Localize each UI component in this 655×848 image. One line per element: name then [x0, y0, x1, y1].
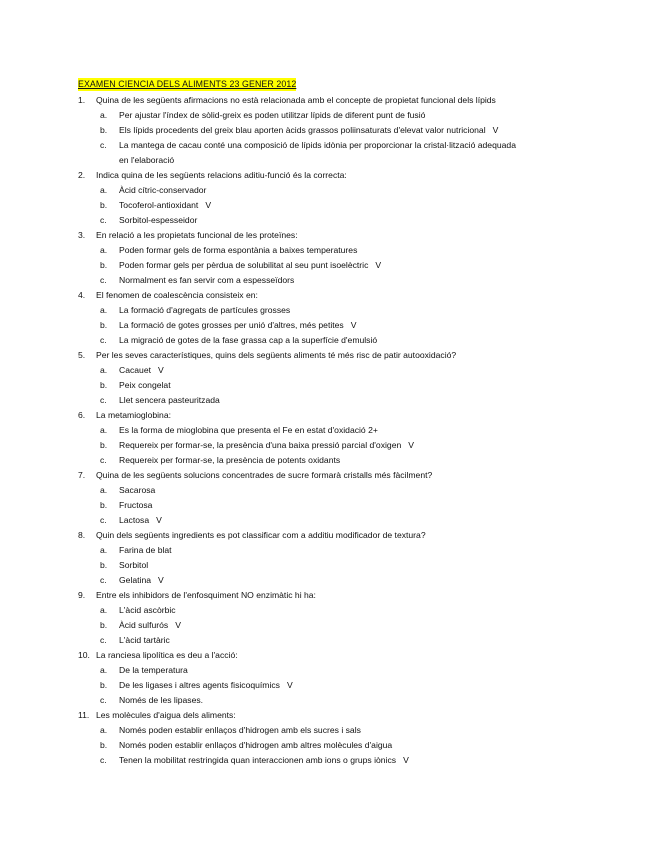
- option-letter: b.: [100, 200, 108, 210]
- question-number: 5.: [78, 350, 86, 360]
- option-letter: c.: [100, 515, 107, 525]
- option-label: Farina de blat: [119, 545, 172, 555]
- correct-mark: V: [205, 200, 212, 210]
- option-label: Fructosa: [119, 500, 153, 510]
- answer-option: [0, 318, 655, 333]
- option-label: Per ajustar l'índex de sòlid-greix es poden utilitzar lípids de diferent punt de fusió: [119, 110, 426, 120]
- option-text: [119, 183, 206, 198]
- correct-mark: V: [350, 320, 357, 330]
- question: [0, 408, 655, 423]
- option-text: [119, 393, 220, 408]
- answer-option: [0, 363, 655, 378]
- question: [0, 228, 655, 243]
- question: [0, 168, 655, 183]
- option-text: [119, 243, 357, 258]
- option-letter: a.: [100, 665, 108, 675]
- option-label: Poden formar gels per pèrdua de solubilitat al seu punt isoelèctric: [119, 260, 369, 270]
- option-text: [119, 558, 148, 573]
- correct-mark: V: [158, 365, 164, 375]
- option-letter: a.: [100, 605, 108, 615]
- option-label: De la temperatura: [119, 665, 188, 675]
- question: [0, 528, 655, 543]
- answer-option: [0, 618, 655, 633]
- answer-option: [0, 438, 655, 453]
- option-letter: c.: [100, 635, 107, 645]
- question-number: 8.: [78, 530, 86, 540]
- question-number: 1.: [78, 95, 86, 105]
- option-label: Sorbitol-espesseidor: [119, 215, 198, 225]
- option-letter: c.: [100, 455, 107, 465]
- option-label: Només poden establir enllaços d'hidrogen amb els sucres i sals: [119, 725, 361, 735]
- answer-option: [0, 213, 655, 228]
- option-label: Només poden establir enllaços d'hidrogen amb altres molècules d'aigua: [119, 740, 393, 750]
- answer-option: [0, 678, 655, 693]
- answer-option: [0, 603, 655, 618]
- option-label: Sacarosa: [119, 485, 156, 495]
- question-number: 3.: [78, 230, 86, 240]
- answer-option: [0, 243, 655, 258]
- option-label: Requereix per formar-se, la presència d'una baixa pressió parcial d'oxigen: [119, 440, 402, 450]
- answer-option: [0, 138, 655, 153]
- question-number: 4.: [78, 290, 86, 300]
- option-label: Gelatina: [119, 575, 152, 585]
- option-letter: a.: [100, 110, 108, 120]
- option-letter: c.: [100, 215, 107, 225]
- option-text: [119, 483, 155, 498]
- option-letter: b.: [100, 440, 108, 450]
- option-letter: b.: [100, 680, 108, 690]
- question: [0, 708, 655, 723]
- question-text: Indica quina de les següents relacions aditiu-funció és la correcta:: [96, 170, 347, 180]
- option-letter: a.: [100, 365, 108, 375]
- correct-mark: V: [375, 260, 382, 270]
- option-text: [119, 453, 340, 468]
- option-text: [119, 273, 294, 288]
- question-number: 11.: [78, 710, 90, 720]
- answer-option: [0, 633, 655, 648]
- option-text: [119, 303, 290, 318]
- option-letter: a.: [100, 245, 108, 255]
- option-text: [119, 423, 378, 438]
- option-text: [119, 213, 197, 228]
- answer-option: [0, 423, 655, 438]
- option-letter: c.: [100, 755, 107, 765]
- answer-option: [0, 258, 655, 273]
- answer-option: [0, 108, 655, 123]
- option-letter: b.: [100, 125, 108, 135]
- option-text: [119, 378, 171, 393]
- option-label: Llet sencera pasteuritzada: [119, 395, 220, 405]
- option-letter: a.: [100, 725, 108, 735]
- option-letter: c.: [100, 140, 107, 150]
- answer-option: [0, 123, 655, 138]
- option-letter: b.: [100, 620, 108, 630]
- option-label: La formació de gotes grosses per unió d'altres, més petites: [119, 320, 344, 330]
- question-number: 7.: [78, 470, 86, 480]
- option-label: L'àcid ascòrbic: [119, 605, 176, 615]
- option-text: [119, 513, 162, 528]
- answer-option: [0, 543, 655, 558]
- option-text: [119, 543, 172, 558]
- option-letter: b.: [100, 320, 108, 330]
- correct-mark: V: [408, 440, 414, 450]
- answer-option: [0, 513, 655, 528]
- question-text: La ranciesa lipolítica es deu a l'acció:: [96, 650, 238, 660]
- option-label: Lactosa: [119, 515, 150, 525]
- option-text: [119, 333, 377, 348]
- question-text: Quina de les següents solucions concentrades de sucre formarà cristalls més fàcilment?: [96, 470, 433, 480]
- option-text: [119, 693, 203, 708]
- option-text: [119, 633, 170, 648]
- question: [0, 648, 655, 663]
- answer-option: [0, 393, 655, 408]
- option-letter: c.: [100, 695, 107, 705]
- option-text: [119, 753, 409, 768]
- correct-mark: V: [492, 125, 499, 135]
- question-text: La metamioglobina:: [96, 410, 172, 420]
- option-text: [119, 573, 164, 588]
- question: [0, 288, 655, 303]
- question-number: 6.: [78, 410, 86, 420]
- question-text: Quina de les següents afirmacions no està relacionada amb el concepte de propietat funcional dels lípids: [96, 95, 496, 105]
- option-label: Els lípids procedents del greix blau aporten àcids grassos poliinsaturats d'elevat valor nutricional: [119, 125, 486, 135]
- option-letter: c.: [100, 575, 107, 585]
- option-label: Només de les lipases.: [119, 695, 204, 705]
- option-text: [119, 123, 498, 138]
- answer-option: [0, 483, 655, 498]
- question-number: 9.: [78, 590, 86, 600]
- exam-title: EXAMEN CIENCIA DELS ALIMENTS 23 GENER 2012: [78, 79, 297, 89]
- option-letter: c.: [100, 275, 107, 285]
- option-text: [119, 498, 152, 513]
- answer-option: [0, 198, 655, 213]
- option-label: De les ligases i altres agents fisicoquímics: [119, 680, 280, 690]
- option-letter: c.: [100, 335, 107, 345]
- option-text: [119, 318, 356, 333]
- answer-option: [0, 558, 655, 573]
- option-text: [119, 108, 425, 123]
- option-text: [119, 258, 381, 273]
- correct-mark: V: [286, 680, 293, 690]
- option-letter: a.: [100, 425, 108, 435]
- correct-mark: V: [156, 515, 162, 525]
- option-label: Àcid cítric-conservador: [119, 185, 207, 195]
- question-list: [0, 93, 655, 768]
- answer-option: [0, 498, 655, 513]
- option-text: [119, 678, 293, 693]
- option-text: [119, 603, 176, 618]
- option-letter: c.: [100, 395, 107, 405]
- option-letter: b.: [100, 740, 108, 750]
- question-text: Quin dels següents ingredients es pot classificar com a additiu modificador de textura?: [96, 530, 426, 540]
- option-letter: b.: [100, 260, 108, 270]
- option-text: [119, 198, 211, 213]
- question-number: 10.: [78, 650, 90, 660]
- option-label: Normalment es fan servir com a espesseïdors: [119, 275, 295, 285]
- option-letter: b.: [100, 380, 108, 390]
- option-text: [119, 363, 164, 378]
- option-label: Tocoferol-antioxidant: [119, 200, 199, 210]
- option-text: [119, 723, 361, 738]
- option-text: [119, 618, 181, 633]
- answer-option-continuation: [0, 153, 655, 168]
- answer-option: [0, 693, 655, 708]
- question: [0, 93, 655, 108]
- correct-mark: V: [158, 575, 164, 585]
- answer-option: [0, 453, 655, 468]
- option-label: La formació d'agregats de partícules grosses: [119, 305, 291, 315]
- option-label: La migració de gotes de la fase grassa cap a la superfície d'emulsió: [119, 335, 378, 345]
- question-text: En relació a les propietats funcional de les proteïnes:: [96, 230, 298, 240]
- option-label: Poden formar gels de forma espontània a baixes temperatures: [119, 245, 358, 255]
- answer-option: [0, 378, 655, 393]
- option-letter: b.: [100, 560, 108, 570]
- answer-option: [0, 183, 655, 198]
- answer-option: [0, 753, 655, 768]
- option-letter: a.: [100, 185, 108, 195]
- answer-option: [0, 573, 655, 588]
- question: [0, 468, 655, 483]
- option-text: [119, 138, 516, 153]
- answer-option: [0, 663, 655, 678]
- question-text: Per les seves característiques, quins dels següents aliments té més risc de patir autooxidació?: [96, 350, 457, 360]
- answer-option: [0, 273, 655, 288]
- option-text: [119, 438, 414, 453]
- option-letter: a.: [100, 545, 108, 555]
- option-text: [119, 738, 392, 753]
- option-letter: a.: [100, 485, 108, 495]
- option-label: L'àcid tartàric: [119, 635, 170, 645]
- option-letter: a.: [100, 305, 108, 315]
- correct-mark: V: [403, 755, 409, 765]
- question: [0, 588, 655, 603]
- option-label: Tenen la mobilitat restringida quan interaccionen amb ions o grups iònics: [119, 755, 397, 765]
- question: [0, 348, 655, 363]
- option-label: Es la forma de mioglobina que presenta el Fe en estat d'oxidació 2+: [119, 425, 378, 435]
- option-text: [119, 663, 188, 678]
- answer-option: [0, 303, 655, 318]
- answer-option: [0, 738, 655, 753]
- option-label: Requereix per formar-se, la presència de potents oxidants: [119, 455, 341, 465]
- question-text: Les molècules d'aigua dels aliments:: [96, 710, 236, 720]
- option-text-continuation: en l'elaboració: [119, 155, 175, 165]
- option-label: Àcid sulfurós: [119, 620, 169, 630]
- option-label: Cacauet: [119, 365, 152, 375]
- question-number: 2.: [78, 170, 86, 180]
- answer-option: [0, 723, 655, 738]
- question-text: Entre els inhibidors de l'enfosquiment NO enzimàtic hi ha:: [96, 590, 316, 600]
- option-label: La mantega de cacau conté una composició de lípids idònia per proporcionar la cristal·lització adequada: [119, 140, 516, 150]
- question-text: El fenomen de coalescència consisteix en:: [96, 290, 258, 300]
- answer-option: [0, 333, 655, 348]
- option-label: Peix congelat: [119, 380, 171, 390]
- option-label: Sorbitol: [119, 560, 149, 570]
- correct-mark: V: [175, 620, 181, 630]
- option-letter: b.: [100, 500, 108, 510]
